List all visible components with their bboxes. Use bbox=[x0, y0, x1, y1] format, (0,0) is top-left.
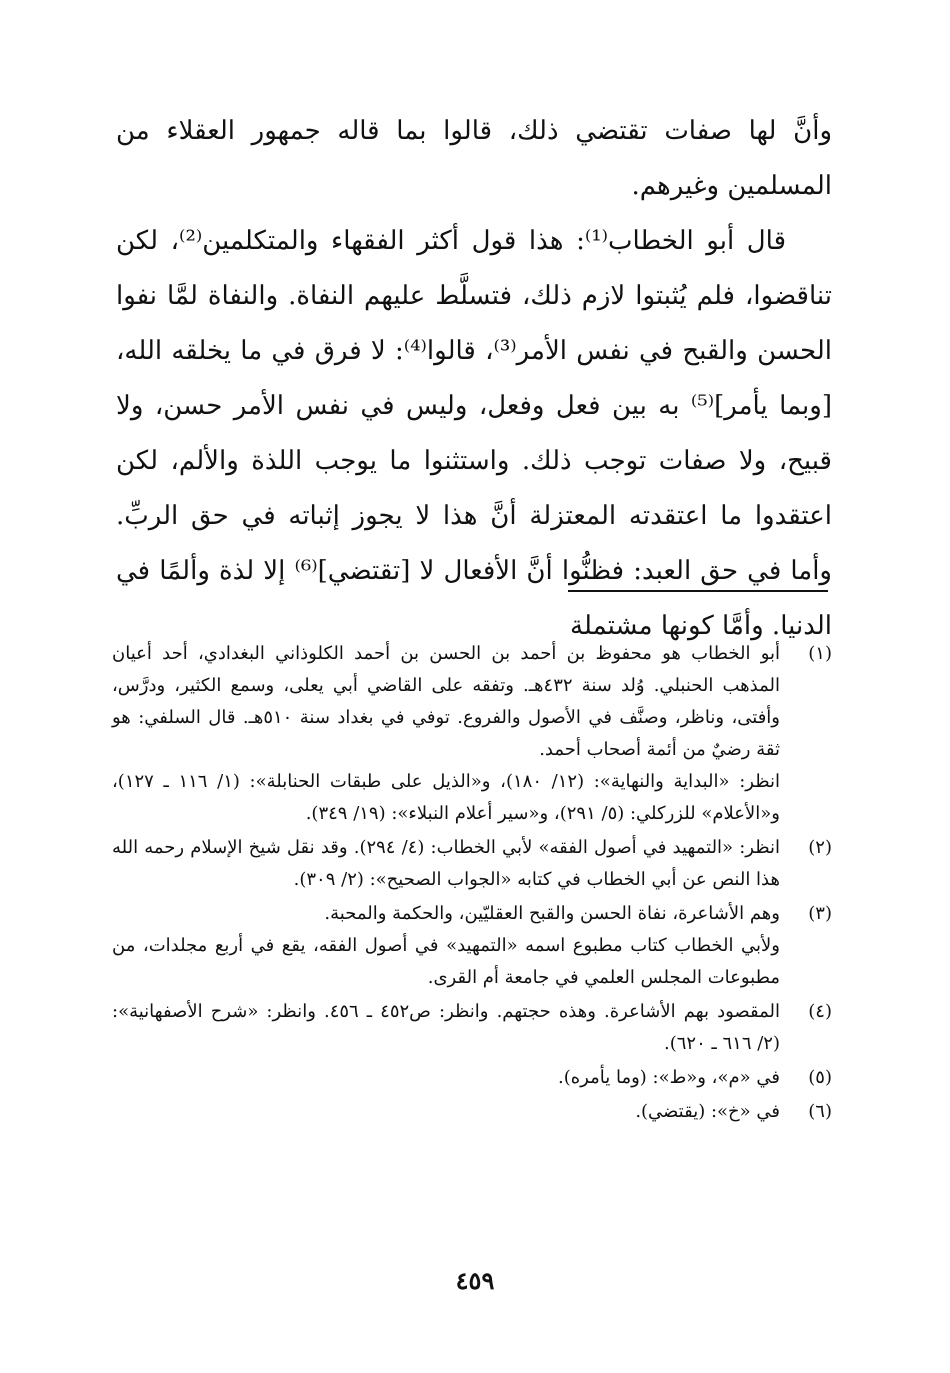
main-text bbox=[116, 104, 832, 654]
footnote-text: ولأبي الخطاب كتاب مطبوع اسمه «التمهيد» في أصول الفقه، يقع في أربع مجلدات، من مطبوعات المجلس العلمي في جامعة أم القرى. bbox=[112, 935, 780, 988]
page-number: ٤٥٩ bbox=[455, 1266, 495, 1295]
footnote-number: (٦) bbox=[808, 1101, 832, 1122]
footnote-body bbox=[112, 1062, 780, 1094]
footnote-4 bbox=[112, 996, 832, 1060]
footnotes bbox=[112, 638, 832, 1130]
footnote-text: انظر: «التمهيد في أصول الفقه» لأبي الخطاب: (٤/ ٢٩٤). وقد نقل شيخ الإسلام رحمه الله هذا النص عن أبي الخطاب في كتابه «الجواب الصحيح»: (٢/ ٣٠٩). bbox=[112, 837, 780, 890]
footnote-5 bbox=[112, 1062, 832, 1094]
footnote-number: (٢) bbox=[808, 837, 832, 858]
footnote-text: في «م»، و«ط»: (وما يأمره). bbox=[558, 1067, 780, 1088]
footnote-2 bbox=[112, 832, 832, 896]
footnote-1 bbox=[112, 638, 832, 830]
footnote-3 bbox=[112, 898, 832, 994]
main-paragraph: قال أبو الخطاب⁽¹⁾: هذا قول أكثر الفقهاء والمتكلمين⁽²⁾، لكن تناقضوا، فلم يُثبتوا لازم ذلك، فتسلَّط عليهم النفاة. والنفاة لمَّا نفوا الحسن والقبح في نفس الأمر⁽³⁾، قالوا⁽⁴⁾: لا فرق في ما يخلقه الله، [وبما يأمر]⁽⁵⁾ به بين فعل وفعل، وليس في نفس الأمر حسن، ولا قبيح، ولا صفات توجب ذلك. واستثنوا ما يوجب اللذة والألم، لكن اعتقدوا ما اعتقدته المعتزلة أنَّ هذا لا يجوز إثباته في حق الربِّ. وأما في حق العبد: فظنُّوا أنَّ الأفعال لا [تقتضي]⁽⁶⁾ إلا لذة وألمًا في الدنيا. وأمَّا كونها مشتملة bbox=[116, 226, 832, 641]
footnote-body bbox=[112, 1096, 780, 1128]
footnote-number: (٤) bbox=[808, 1001, 832, 1022]
footnote-number: (٣) bbox=[808, 903, 832, 924]
footnote-text: أبو الخطاب هو محفوظ بن أحمد بن الحسن بن أحمد الكلوذاني البغدادي، أحد أعيان المذهب الحنبلي. وُلد سنة ٤٣٢هـ. وتفقه على القاضي أبي يعلى، وسمع الكثير، ودرَّس، وأفتى، وناظر، وصنَّف في الأصول والفروع. توفي في بغداد سنة ٥١٠هـ. قال السلفي: هو ثقة رضيٌ من أئمة أصحاب أحمد. bbox=[112, 643, 781, 760]
footnote-number: (١) bbox=[808, 643, 832, 664]
footnote-body bbox=[112, 832, 780, 896]
footnote-text: المقصود بهم الأشاعرة. وهذه حجتهم. وانظر: ص٤٥٢ ـ ٤٥٦. وانظر: «شرح الأصفهانية»: (٢/ ٦١٦ ـ ٦٢٠). bbox=[112, 1001, 780, 1054]
footnote-number: (٥) bbox=[808, 1067, 832, 1088]
main-paragraph: وأنَّ لها صفات تقتضي ذلك، قالوا بما قاله جمهور العقلاء من المسلمين وغيرهم. bbox=[116, 116, 832, 201]
footnote-text: في «خ»: (يقتضي). bbox=[635, 1101, 780, 1122]
footnote-divider bbox=[568, 590, 828, 592]
footnote-body bbox=[112, 898, 780, 994]
footnote-body bbox=[112, 638, 780, 830]
footnote-6 bbox=[112, 1096, 832, 1128]
footnote-text: انظر: «البداية والنهاية»: (١٢/ ١٨٠)، و«الذيل على طبقات الحنابلة»: (١/ ١١٦ ـ ١٢٧)، و«الأعلام» للزركلي: (٥/ ٢٩١)، و«سير أعلام النبلاء»: (١٩/ ٣٤٩). bbox=[112, 771, 780, 824]
footnote-body bbox=[112, 996, 780, 1060]
footnote-text: وهم الأشاعرة، نفاة الحسن والقبح العقليّين، والحكمة والمحبة. bbox=[324, 903, 780, 924]
